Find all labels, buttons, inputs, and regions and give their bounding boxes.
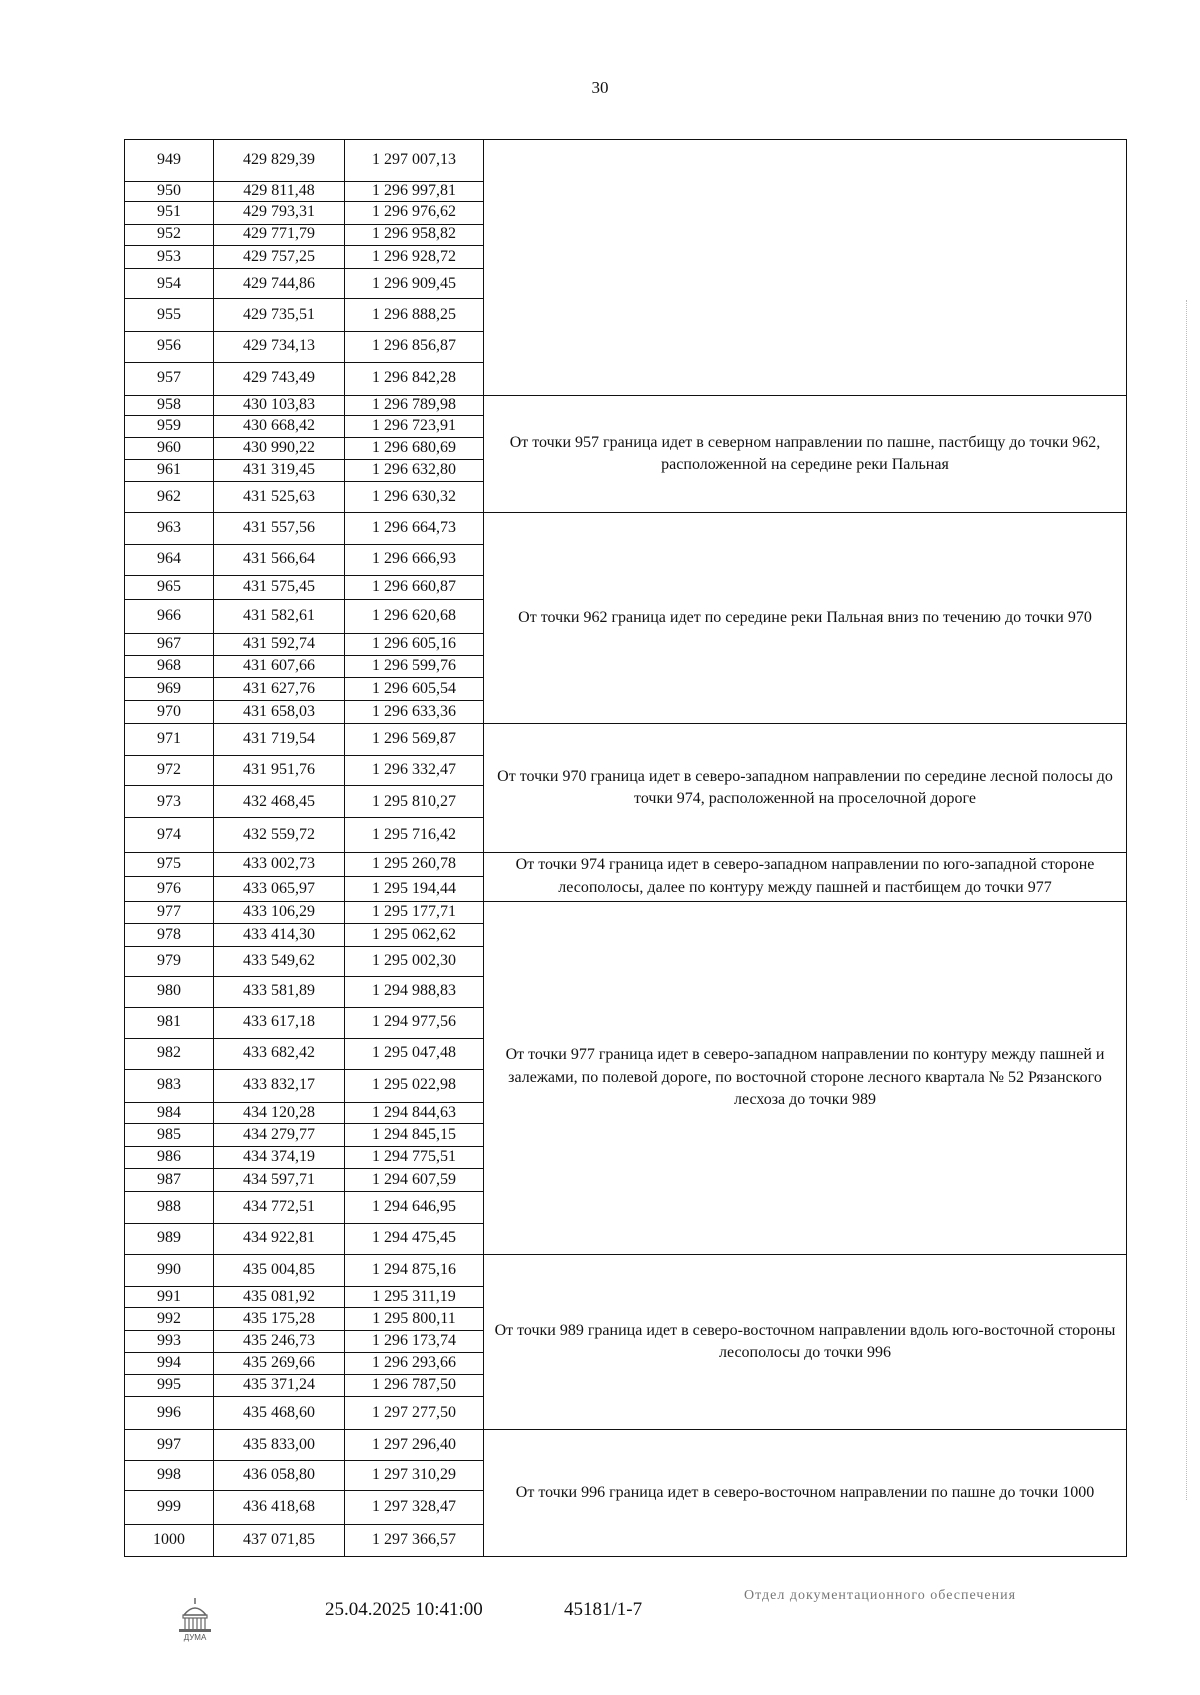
x-coordinate-cell: 433 549,62 xyxy=(214,946,345,976)
boundary-description-cell: От точки 974 граница идет в северо-западном направлении по юго-западной стороне лесополосы, далее по контуру между пашней и пастбищем до точки 977 xyxy=(484,852,1127,901)
point-number-cell: 990 xyxy=(125,1254,214,1286)
x-coordinate-cell: 431 566,64 xyxy=(214,544,345,575)
x-coordinate-cell: 429 811,48 xyxy=(214,181,345,201)
coordinates-table xyxy=(124,139,1127,1557)
point-number-cell: 983 xyxy=(125,1069,214,1102)
y-coordinate-cell: 1 296 605,54 xyxy=(345,678,484,700)
y-coordinate-cell: 1 295 062,62 xyxy=(345,924,484,946)
y-coordinate-cell: 1 294 845,15 xyxy=(345,1124,484,1146)
point-number-cell: 956 xyxy=(125,331,214,362)
x-coordinate-cell: 436 058,80 xyxy=(214,1461,345,1491)
department-stamp: Отдел документационного обеспечения xyxy=(743,1588,1017,1603)
boundary-description-cell: От точки 970 граница идет в северо-западном направлении по середине лесной полосы до точки 974, расположенной на проселочной дороге xyxy=(484,724,1127,852)
x-coordinate-cell: 431 582,61 xyxy=(214,600,345,634)
y-coordinate-cell: 1 296 976,62 xyxy=(345,202,484,224)
point-number-cell: 992 xyxy=(125,1308,214,1330)
x-coordinate-cell: 433 414,30 xyxy=(214,924,345,946)
y-coordinate-cell: 1 296 620,68 xyxy=(345,600,484,634)
point-number-cell: 962 xyxy=(125,482,214,513)
point-number-cell: 994 xyxy=(125,1353,214,1374)
logo-text: ДУМА xyxy=(183,1633,207,1642)
x-coordinate-cell: 429 793,31 xyxy=(214,202,345,224)
point-number-cell: 984 xyxy=(125,1102,214,1123)
x-coordinate-cell: 429 734,13 xyxy=(214,331,345,362)
point-number-cell: 975 xyxy=(125,852,214,877)
point-number-cell: 977 xyxy=(125,901,214,923)
boundary-description-cell: От точки 957 граница идет в северном направлении по пашне, пастбищу до точки 962, расположенной на середине реки Пальная xyxy=(484,395,1127,513)
x-coordinate-cell: 436 418,68 xyxy=(214,1491,345,1524)
x-coordinate-cell: 431 592,74 xyxy=(214,634,345,655)
x-coordinate-cell: 431 719,54 xyxy=(214,724,345,756)
x-coordinate-cell: 430 990,22 xyxy=(214,437,345,459)
point-number-cell: 964 xyxy=(125,544,214,575)
y-coordinate-cell: 1 294 988,83 xyxy=(345,976,484,1007)
y-coordinate-cell: 1 296 630,32 xyxy=(345,482,484,513)
x-coordinate-cell: 431 607,66 xyxy=(214,655,345,677)
x-coordinate-cell: 435 004,85 xyxy=(214,1254,345,1286)
y-coordinate-cell: 1 297 007,13 xyxy=(345,140,484,182)
x-coordinate-cell: 433 682,42 xyxy=(214,1038,345,1069)
table-row xyxy=(125,1430,1127,1461)
point-number-cell: 995 xyxy=(125,1374,214,1396)
y-coordinate-cell: 1 296 789,98 xyxy=(345,395,484,415)
coordinates-table-wrapper xyxy=(124,139,1127,1557)
x-coordinate-cell: 433 617,18 xyxy=(214,1007,345,1038)
x-coordinate-cell: 429 771,79 xyxy=(214,224,345,245)
x-coordinate-cell: 430 668,42 xyxy=(214,416,345,437)
x-coordinate-cell: 429 743,49 xyxy=(214,362,345,395)
table-row xyxy=(125,901,1127,923)
y-coordinate-cell: 1 297 366,57 xyxy=(345,1524,484,1556)
point-number-cell: 981 xyxy=(125,1007,214,1038)
y-coordinate-cell: 1 294 475,45 xyxy=(345,1223,484,1254)
x-coordinate-cell: 435 081,92 xyxy=(214,1286,345,1307)
y-coordinate-cell: 1 296 909,45 xyxy=(345,269,484,299)
table-row xyxy=(125,724,1127,756)
x-coordinate-cell: 435 175,28 xyxy=(214,1308,345,1330)
y-coordinate-cell: 1 296 787,50 xyxy=(345,1374,484,1396)
y-coordinate-cell: 1 297 277,50 xyxy=(345,1397,484,1430)
point-number-cell: 985 xyxy=(125,1124,214,1146)
y-coordinate-cell: 1 295 022,98 xyxy=(345,1069,484,1102)
y-coordinate-cell: 1 297 310,29 xyxy=(345,1461,484,1491)
boundary-description-cell: От точки 977 граница идет в северо-западном направлении по контуру между пашней и залежами, по полевой дороге, по восточной стороне лесного квартала № 52 Рязанского лесхоза до точки 989 xyxy=(484,901,1127,1254)
point-number-cell: 989 xyxy=(125,1223,214,1254)
point-number-cell: 972 xyxy=(125,756,214,786)
table-row xyxy=(125,513,1127,544)
y-coordinate-cell: 1 296 842,28 xyxy=(345,362,484,395)
x-coordinate-cell: 431 658,03 xyxy=(214,700,345,724)
x-coordinate-cell: 434 922,81 xyxy=(214,1223,345,1254)
table-row xyxy=(125,1254,1127,1286)
point-number-cell: 986 xyxy=(125,1146,214,1168)
x-coordinate-cell: 431 575,45 xyxy=(214,575,345,600)
x-coordinate-cell: 435 246,73 xyxy=(214,1330,345,1352)
x-coordinate-cell: 434 120,28 xyxy=(214,1102,345,1123)
y-coordinate-cell: 1 296 293,66 xyxy=(345,1353,484,1374)
table-row xyxy=(125,395,1127,415)
point-number-cell: 997 xyxy=(125,1430,214,1461)
x-coordinate-cell: 431 951,76 xyxy=(214,756,345,786)
boundary-description-cell: От точки 962 граница идет по середине реки Пальная вниз по течению до точки 970 xyxy=(484,513,1127,724)
point-number-cell: 991 xyxy=(125,1286,214,1307)
y-coordinate-cell: 1 296 723,91 xyxy=(345,416,484,437)
x-coordinate-cell: 431 557,56 xyxy=(214,513,345,544)
point-number-cell: 953 xyxy=(125,245,214,269)
y-coordinate-cell: 1 295 311,19 xyxy=(345,1286,484,1307)
x-coordinate-cell: 434 772,51 xyxy=(214,1191,345,1223)
y-coordinate-cell: 1 294 646,95 xyxy=(345,1191,484,1223)
point-number-cell: 968 xyxy=(125,655,214,677)
table-row xyxy=(125,852,1127,877)
x-coordinate-cell: 429 744,86 xyxy=(214,269,345,299)
page-number: 30 xyxy=(591,78,609,97)
y-coordinate-cell: 1 296 633,36 xyxy=(345,700,484,724)
y-coordinate-cell: 1 294 844,63 xyxy=(345,1102,484,1123)
y-coordinate-cell: 1 295 002,30 xyxy=(345,946,484,976)
y-coordinate-cell: 1 296 856,87 xyxy=(345,331,484,362)
parliament-logo-icon xyxy=(171,1595,219,1643)
point-number-cell: 959 xyxy=(125,416,214,437)
x-coordinate-cell: 432 468,45 xyxy=(214,786,345,818)
point-number-cell: 996 xyxy=(125,1397,214,1430)
x-coordinate-cell: 433 832,17 xyxy=(214,1069,345,1102)
x-coordinate-cell: 430 103,83 xyxy=(214,395,345,415)
point-number-cell: 952 xyxy=(125,224,214,245)
y-coordinate-cell: 1 294 775,51 xyxy=(345,1146,484,1168)
footer-timestamp: 25.04.2025 10:41:00 xyxy=(325,1599,483,1620)
point-number-cell: 970 xyxy=(125,700,214,724)
point-number-cell: 982 xyxy=(125,1038,214,1069)
x-coordinate-cell: 431 319,45 xyxy=(214,459,345,481)
y-coordinate-cell: 1 296 605,16 xyxy=(345,634,484,655)
point-number-cell: 960 xyxy=(125,437,214,459)
x-coordinate-cell: 429 757,25 xyxy=(214,245,345,269)
x-coordinate-cell: 433 065,97 xyxy=(214,877,345,902)
y-coordinate-cell: 1 296 666,93 xyxy=(345,544,484,575)
y-coordinate-cell: 1 296 660,87 xyxy=(345,575,484,600)
x-coordinate-cell: 435 468,60 xyxy=(214,1397,345,1430)
point-number-cell: 969 xyxy=(125,678,214,700)
y-coordinate-cell: 1 296 632,80 xyxy=(345,459,484,481)
y-coordinate-cell: 1 294 607,59 xyxy=(345,1169,484,1191)
point-number-cell: 950 xyxy=(125,181,214,201)
y-coordinate-cell: 1 295 716,42 xyxy=(345,818,484,852)
boundary-description-cell xyxy=(484,140,1127,396)
y-coordinate-cell: 1 295 047,48 xyxy=(345,1038,484,1069)
y-coordinate-cell: 1 296 173,74 xyxy=(345,1330,484,1352)
x-coordinate-cell: 433 002,73 xyxy=(214,852,345,877)
point-number-cell: 974 xyxy=(125,818,214,852)
boundary-description-cell: От точки 989 граница идет в северо-восточном направлении вдоль юго-восточной стороны лесополосы до точки 996 xyxy=(484,1254,1127,1430)
point-number-cell: 955 xyxy=(125,299,214,331)
y-coordinate-cell: 1 297 296,40 xyxy=(345,1430,484,1461)
x-coordinate-cell: 431 627,76 xyxy=(214,678,345,700)
point-number-cell: 976 xyxy=(125,877,214,902)
x-coordinate-cell: 434 597,71 xyxy=(214,1169,345,1191)
point-number-cell: 949 xyxy=(125,140,214,182)
point-number-cell: 998 xyxy=(125,1461,214,1491)
x-coordinate-cell: 433 106,29 xyxy=(214,901,345,923)
point-number-cell: 965 xyxy=(125,575,214,600)
y-coordinate-cell: 1 296 569,87 xyxy=(345,724,484,756)
x-coordinate-cell: 429 735,51 xyxy=(214,299,345,331)
y-coordinate-cell: 1 297 328,47 xyxy=(345,1491,484,1524)
point-number-cell: 971 xyxy=(125,724,214,756)
point-number-cell: 978 xyxy=(125,924,214,946)
x-coordinate-cell: 434 374,19 xyxy=(214,1146,345,1168)
x-coordinate-cell: 429 829,39 xyxy=(214,140,345,182)
x-coordinate-cell: 435 371,24 xyxy=(214,1374,345,1396)
y-coordinate-cell: 1 296 664,73 xyxy=(345,513,484,544)
y-coordinate-cell: 1 294 875,16 xyxy=(345,1254,484,1286)
point-number-cell: 980 xyxy=(125,976,214,1007)
point-number-cell: 967 xyxy=(125,634,214,655)
footer-doc-number: 45181/1-7 xyxy=(564,1599,643,1620)
point-number-cell: 954 xyxy=(125,269,214,299)
point-number-cell: 958 xyxy=(125,395,214,415)
scan-edge-marks xyxy=(1186,300,1191,1500)
x-coordinate-cell: 435 833,00 xyxy=(214,1430,345,1461)
y-coordinate-cell: 1 296 332,47 xyxy=(345,756,484,786)
x-coordinate-cell: 435 269,66 xyxy=(214,1353,345,1374)
point-number-cell: 957 xyxy=(125,362,214,395)
point-number-cell: 987 xyxy=(125,1169,214,1191)
y-coordinate-cell: 1 296 958,82 xyxy=(345,224,484,245)
y-coordinate-cell: 1 295 810,27 xyxy=(345,786,484,818)
y-coordinate-cell: 1 295 194,44 xyxy=(345,877,484,902)
y-coordinate-cell: 1 296 680,69 xyxy=(345,437,484,459)
boundary-description-cell: От точки 996 граница идет в северо-восточном направлении по пашне до точки 1000 xyxy=(484,1430,1127,1557)
point-number-cell: 979 xyxy=(125,946,214,976)
point-number-cell: 966 xyxy=(125,600,214,634)
y-coordinate-cell: 1 296 928,72 xyxy=(345,245,484,269)
y-coordinate-cell: 1 296 888,25 xyxy=(345,299,484,331)
point-number-cell: 973 xyxy=(125,786,214,818)
point-number-cell: 961 xyxy=(125,459,214,481)
y-coordinate-cell: 1 295 260,78 xyxy=(345,852,484,877)
y-coordinate-cell: 1 295 177,71 xyxy=(345,901,484,923)
x-coordinate-cell: 432 559,72 xyxy=(214,818,345,852)
y-coordinate-cell: 1 295 800,11 xyxy=(345,1308,484,1330)
x-coordinate-cell: 433 581,89 xyxy=(214,976,345,1007)
coordinates-table-body xyxy=(125,140,1127,1557)
point-number-cell: 988 xyxy=(125,1191,214,1223)
point-number-cell: 963 xyxy=(125,513,214,544)
y-coordinate-cell: 1 296 599,76 xyxy=(345,655,484,677)
x-coordinate-cell: 434 279,77 xyxy=(214,1124,345,1146)
point-number-cell: 993 xyxy=(125,1330,214,1352)
point-number-cell: 999 xyxy=(125,1491,214,1524)
y-coordinate-cell: 1 296 997,81 xyxy=(345,181,484,201)
point-number-cell: 1000 xyxy=(125,1524,214,1556)
point-number-cell: 951 xyxy=(125,202,214,224)
y-coordinate-cell: 1 294 977,56 xyxy=(345,1007,484,1038)
x-coordinate-cell: 437 071,85 xyxy=(214,1524,345,1556)
x-coordinate-cell: 431 525,63 xyxy=(214,482,345,513)
table-row xyxy=(125,140,1127,182)
